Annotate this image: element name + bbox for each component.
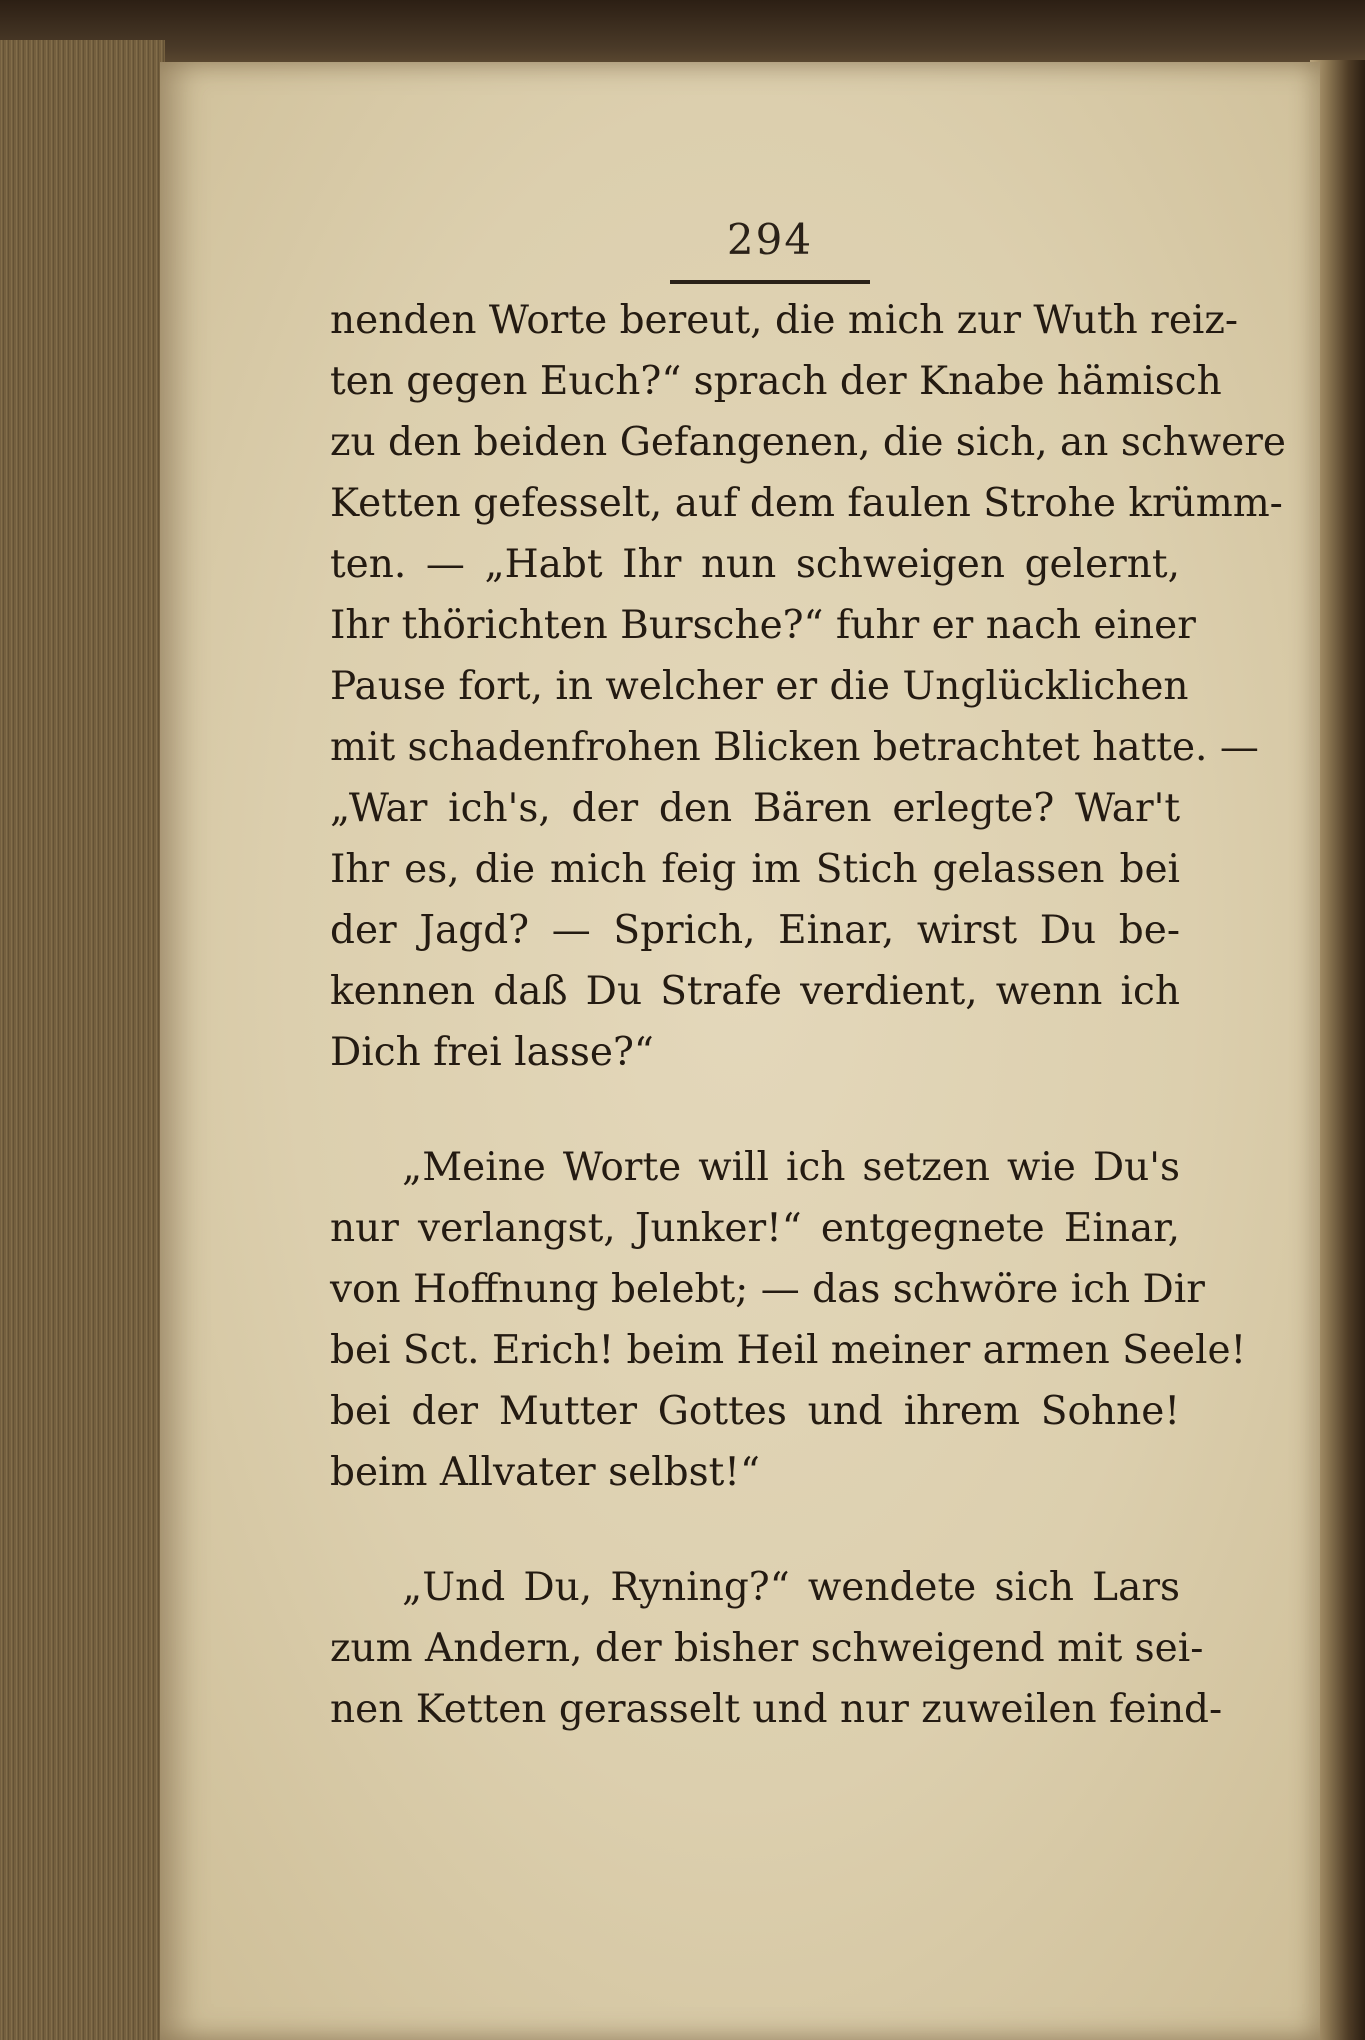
- header-rule: [670, 280, 870, 284]
- text-line: nenden Worte bereut, die mich zur Wuth reiz-: [330, 298, 1239, 343]
- text-line: von Hoffnung belebt; — das schwöre ich Dir: [330, 1267, 1205, 1312]
- text-line: „War ich's, der den Bären erlegte? War't: [330, 786, 1180, 831]
- text-line: beim Allvater selbst!“: [330, 1450, 760, 1495]
- text-line: Ihr thörichten Bursche?“ fuhr er nach einer: [330, 603, 1196, 648]
- paragraph-gap: [330, 1083, 1180, 1137]
- text-line: ten gegen Euch?“ sprach der Knabe hämisch: [330, 359, 1222, 404]
- text-line: zum Andern, der bisher schweigend mit sei-: [330, 1626, 1204, 1671]
- text-line: nen Ketten gerasselt und nur zuweilen feind-: [330, 1687, 1223, 1732]
- text-line: Ihr es, die mich feig im Stich gelassen bei: [330, 847, 1180, 892]
- text-line: Pause fort, in welcher er die Unglücklichen: [330, 664, 1189, 709]
- text-line: „Und Du, Ryning?“ wendete sich Lars: [402, 1565, 1180, 1610]
- text-line: Dich frei lasse?“: [330, 1030, 654, 1075]
- text-line: der Jagd? — Sprich, Einar, wirst Du be-: [330, 908, 1180, 953]
- page-number: 294: [726, 215, 814, 264]
- text-line: ten. — „Habt Ihr nun schweigen gelernt,: [330, 542, 1180, 587]
- paragraph-1: [330, 290, 1286, 1083]
- text-line: kennen daß Du Strafe verdient, wenn ich: [330, 969, 1180, 1014]
- text-line: bei Sct. Erich! beim Heil meiner armen Seele!: [330, 1328, 1247, 1373]
- text-line: nur verlangst, Junker!“ entgegnete Einar,: [330, 1206, 1180, 1251]
- paragraph-gap: [330, 1503, 1180, 1557]
- page-edges: [0, 40, 165, 2040]
- text-line: bei der Mutter Gottes und ihrem Sohne!: [330, 1389, 1180, 1434]
- page-text: [330, 290, 1286, 1740]
- text-line: zu den beiden Gefangenen, die sich, an schwere: [330, 420, 1286, 465]
- paragraph-2: [330, 1137, 1247, 1503]
- text-line: Ketten gefesselt, auf dem faulen Strohe krümm-: [330, 481, 1283, 526]
- text-line: mit schadenfrohen Blicken betrachtet hatte. —: [330, 725, 1259, 770]
- paragraph-3: [330, 1557, 1223, 1740]
- text-line: „Meine Worte will ich setzen wie Du's: [402, 1145, 1180, 1190]
